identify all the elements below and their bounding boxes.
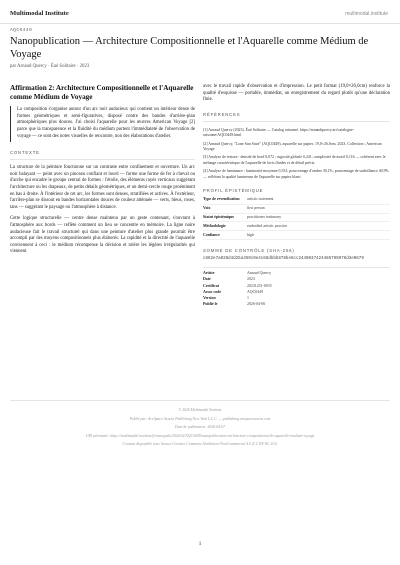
table-row: [203, 301, 390, 307]
reference-item[interactable]: [1] Arnaud Quercy (2023). Éué Solitaire — Catalog raisonné. https://arnaudquercy.art/catalogue-raisonne/AQC0449.html: [203, 127, 354, 138]
reference-list: [203, 128, 390, 180]
body-paragraph-continued: avec le travail rapide d'observation et d'impression. Le petit format (19,0×26,0cm) renforce la qualité d'esquisse — portable, immédiat, un enregistrement du regard plutôt qu'une déclaration finie.: [203, 84, 390, 103]
license-line: Contenu disponible sous licence Creative Commons Attribution-NonCommercial 4.0 (CC BY-NC 4.0).: [122, 442, 278, 446]
abstract: La composition s'organise autour d'un arc noir audacieux qui contient un intérieur dense de formes géométriques et semi-figuratives, disposé contre des bandes d'arrière-plan atmosphériques plus douces. J'ai choisi l'aquarelle pour les œuvres American Voyage [2] parce que la transparence et la fluidité du médium portent l'immédiateté de l'observation de voyage — ce sont des notes visuelles de rencontre, non des élaborations d'atelier.: [10, 106, 195, 142]
table-row: [203, 222, 390, 231]
row-key: Voix: [203, 204, 247, 213]
side-column: [203, 84, 390, 308]
document-id: AQC0449: [10, 28, 33, 33]
copyright: © 2026 Multimodal Institute: [178, 408, 222, 412]
row-value: 2026-04-06: [247, 302, 266, 307]
row-value: Arnaud Quercy: [247, 271, 272, 276]
row-value: 20231231-0035: [247, 283, 272, 288]
divider: [203, 267, 390, 268]
section-label-context: CONTEXTE: [10, 150, 40, 156]
page-title: Nanopublication — Architecture Compositionnelle et l'Aquarelle comme Médium de Voyage: [10, 36, 369, 60]
affirmation-title: Affirmation 2: Architecture Compositionnelle et l'Aquarelle comme Médium de Voyage: [10, 84, 194, 101]
row-key: Assoc code: [203, 289, 222, 294]
site-header: [0, 0, 400, 24]
byline: par Arnaud Quercy · Éué Solitaire · 2023: [10, 64, 90, 69]
permanent-uri[interactable]: URI pérennale: https://multimodal.institute/fr/nanopubs/2026/02/AQC0449/nanopublication-architecture-compositionnelle-aquarelle-medium-voyage: [85, 433, 315, 438]
reference-item: [4] Analyse de luminance : luminosité moyenne 0,533, pourcentage d'ombre 30,1%, pourcentage de surbrillance 40,9% — reflétant la qualité lumineuse de l'aquarelle sur papier blanc.: [203, 169, 389, 179]
table-row: [203, 231, 390, 240]
row-key: Confiance: [203, 231, 247, 240]
publication-date: Date de publication: 2026-04-07: [174, 425, 226, 429]
table-row: [203, 213, 390, 222]
divider: [203, 121, 390, 122]
page-footer: [10, 400, 390, 449]
checksum-value: c662e7a028d4d25a350c0e4c68dbbb878be6cc2440837424486799976d3e0679: [203, 256, 364, 261]
row-value: practitioner testimony: [247, 213, 390, 222]
brand-name[interactable]: Multimodal Institute: [10, 10, 69, 17]
epistemic-profile-table: [203, 196, 390, 240]
table-row: [203, 196, 390, 204]
main-column: [10, 84, 195, 256]
section-label-checksum: SOMME DE CONTRÔLE (SHA-256): [203, 247, 295, 253]
section-label-references: RÉFÉRENCES: [203, 111, 241, 117]
divider: [10, 159, 195, 160]
page-number: 1: [198, 541, 202, 547]
row-key: Statut épistémique: [203, 213, 247, 222]
row-value: artistic statement: [247, 196, 390, 204]
row-key: Date: [203, 277, 211, 282]
body-paragraph: La structure de la peinture fonctionne sur un contraste entre confinement et ouverture. Un arc noir balayant — peint avec un pinceau confiant et lourd — forme une forme de fer à cheval ou d'arche qui encadre le groupe central de formes : l'étoile, des éléments rayés verticaux suggérant l'architecture ou les drapeaux, de petits détails géométriques, et un demi-cercle rouge proéminent en bas à droite. À l'intérieur de cet arc, les formes sont denses, stratifiées et actives. À l'extérieur, l'arrière-plan se dissout en bandes horizontales douces de couleur atténuée — verts, bleus, roses, tans — suggérant le paysage ou l'atmosphère à distance.: [10, 165, 195, 210]
row-key: Publié le: [203, 302, 218, 307]
table-row: [203, 204, 390, 213]
row-key: Version: [203, 295, 216, 300]
row-key: Méthodologie: [203, 222, 247, 231]
row-key: Certificat: [203, 283, 219, 288]
row-value: high: [247, 231, 390, 240]
site-url[interactable]: multimodal.institute: [345, 11, 388, 17]
row-key: Type de revendication: [203, 196, 247, 204]
row-value: first person: [247, 204, 390, 213]
row-value: 2023: [247, 277, 255, 282]
reference-item: [2] Arnaud Quercy, "Lone Sun State" (AQC0449), aquarelle sur papier, 19,0×26,0cm, 2023. Collection ; American Voyage: [203, 141, 382, 151]
metadata-table: [203, 271, 390, 308]
row-value: embodied artistic practice: [247, 222, 390, 231]
section-label-epistemic: PROFIL ÉPISTÉMIQUE: [203, 188, 264, 194]
publisher-line: Publié par: Art Space Acacia Publishing New York L.L.C. — publishing.artspaceacacia.com: [129, 416, 271, 421]
row-key: Artiste: [203, 271, 215, 276]
body-paragraph: Cette logique structurelle — centre dense maintenu par un geste contenant, s'ouvrant à l'atmosphère aux bords — reflète comment un lieu se concentre en mémoire. La ligne noire audacieuse fait le travail structurel qui dans une peinture d'atelier plus grande pourrait être accompli par des moyens compositionnels plus élaborés. La rapidité et la directité de l'aquarelle conviennent à ceci : le médium récompense la décision et tolère les légères irrégularités qui viennent: [10, 216, 195, 255]
row-value: 1: [247, 295, 249, 300]
row-value: AQC0449: [247, 289, 263, 294]
reference-item: [3] Analyse de texture : densité de bord 0,072 ; rugosité globale 0,241, complexité de motif 0,116 — cohérent avec le mélange caractéristique de l'aquarelle de lavis fluides et de détail précis.: [203, 155, 386, 165]
